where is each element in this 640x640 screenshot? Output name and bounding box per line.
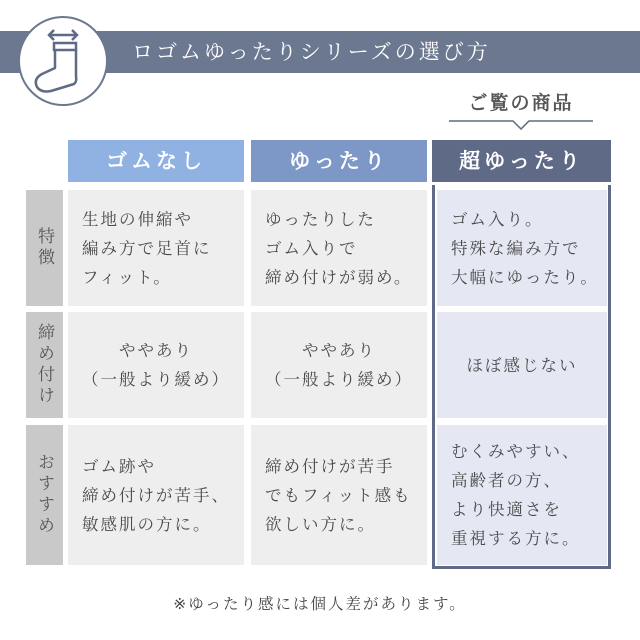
table-cell: むくみやすい、 高齢者の方、 より快適さを 重視する方に。 — [437, 425, 607, 565]
row-header-features: 特徴 — [26, 190, 63, 306]
table-cell: ゆったりした ゴム入りで 締め付けが弱め。 — [251, 190, 427, 306]
table-cell: 生地の伸縮や 編み方で足首に フィット。 — [68, 190, 244, 306]
column-header-no-rubber: ゴムなし — [68, 140, 244, 182]
page-title: ロゴムゆったりシリーズの選び方 — [132, 40, 491, 64]
column-header-loose: ゆったり — [251, 140, 427, 182]
table-cell: 締め付けが苦手 でもフィット感も 欲しい方に。 — [251, 425, 427, 565]
row-header-recommended: おすすめ — [26, 425, 63, 565]
current-product-label: ご覧の商品 — [468, 92, 574, 114]
table-cell: ほぼ感じない — [437, 312, 607, 418]
sock-icon — [18, 16, 108, 106]
row-header-tightness: 締め付け — [26, 312, 63, 418]
table-cell: ややあり （一般より緩め） — [251, 312, 427, 418]
column-header-extra-loose: 超ゆったり — [432, 140, 611, 182]
current-product-marker — [449, 88, 593, 130]
table-cell: ややあり （一般より緩め） — [68, 312, 244, 418]
table-cell: ゴム入り。 特殊な編み方で 大幅にゆったり。 — [437, 190, 607, 306]
pointer-line — [449, 118, 593, 130]
table-cell: ゴム跡や 締め付けが苦手、 敏感肌の方に。 — [68, 425, 244, 565]
footnote: ※ゆったり感には個人差があります。 — [173, 595, 467, 613]
